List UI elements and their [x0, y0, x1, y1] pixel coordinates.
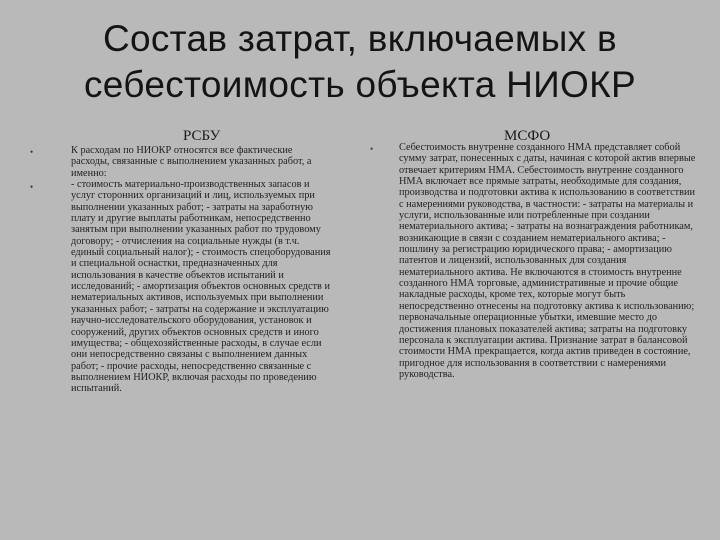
bullet-marker: • [30, 182, 34, 192]
bullet-marker: • [370, 144, 374, 154]
rsbu-paragraph-intro: К расходам по НИОКР относятся все фактические расходы, связанные с выполнением указанных работ, а именно: [71, 145, 312, 179]
rsbu-paragraph-list: - стоимость материально-производственных запасов и услуг сторонних организаций и лиц, используемых при выполнении указанных работ; - затраты на заработную плату и другие выплаты работникам, непосредственно занятым при выполнении указанных работ по трудовому договору; - отчисления на социальные нужды (в т.ч. единый социальный налог); - стоимость спецоборудования и специальной оснастки, предназначенных для использования в качестве объектов испытаний и исследований; - амортизация объектов основных средств и нематериальных активов, используемых при выполнении указанных работ; - затраты на содержание и эксплуатацию научно-исследовательского оборудования, установок и сооружений, других объектов основных средств и иного имущества; - общехозяйственные расходы, в случае если они непосредственно связаны с выполнением данных работ; - прочие расходы, непосредственно связанные с выполнением НИОКР, включая расходы по проведению испытаний. [71, 179, 331, 395]
slide-title: Состав затрат, включаемых в себестоимость объекта НИОКР [84, 18, 636, 105]
rsbu-text [71, 145, 333, 395]
bullet-marker: • [30, 147, 34, 157]
msfo-text [399, 142, 699, 380]
msfo-paragraph: Себестоимость внутренне созданного НМА представляет собой сумму затрат, понесенных с даты, начиная с которой актив впервые отвечает критериям НМА. Себестоимость внутренне созданного НМА включает все прямые затраты, необходимые для создания, производства и подготовки актива к использованию в соответствии с намерениями руководства, в частности: - затраты на материалы и услуги, использованные или потребленные при создании нематериального актива; - затраты на вознаграждения работникам, возникающие в связи с созданием нематериального актива; - пошлину за регистрацию юридического права; - амортизацию патентов и лицензий, использованных для создания нематериального актива. Не включаются в стоимость внутренне созданного НМА торговые, административные и прочие общие накладные расходы, кроме тех, которые могут быть непосредственно отнесены на подготовку актива к использованию; первоначальные операционные убытки, имевшие место до достижения плановых показателей актива; затраты на подготовку персонала к эксплуатации актива. Признание затрат в балансовой стоимости НМА прекращается, когда актив приведен в состояние, пригодное для использования в соответствии с намерениями руководства. [399, 142, 696, 380]
column-heading-rsbu: РСБУ [183, 128, 221, 144]
column-heading-msfo: МСФО [504, 128, 551, 144]
